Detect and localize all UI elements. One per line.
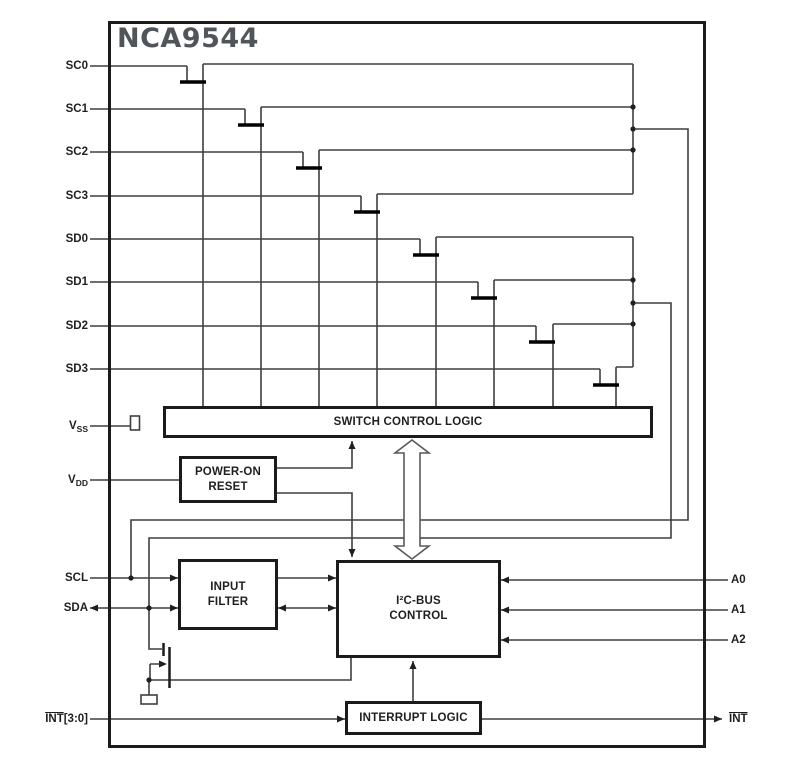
pin-label-sd0: SD0	[65, 233, 88, 245]
pin-label-vdd: $V_{DD}$	[68, 474, 88, 488]
pin-label-sd2: SD2	[65, 320, 88, 332]
pin-label-a2: A2	[731, 634, 746, 646]
i2c-bus-control-label-line1: I²C-BUS	[396, 595, 441, 608]
pin-label-sc2: SC2	[65, 146, 88, 158]
pin-label-a0: A0	[731, 574, 746, 586]
switch-control-logic-label: SWITCH CONTROL LOGIC	[333, 415, 483, 428]
block-i2c-bus-control	[336, 560, 501, 658]
pin-label-int30: $\overline{INT}[3:0]$	[45, 713, 88, 725]
block-power-on-reset	[179, 456, 277, 503]
pin-label-sc0: SC0	[65, 60, 88, 72]
block-interrupt-logic	[345, 701, 482, 735]
pin-label-sd1: SD1	[65, 276, 88, 288]
interrupt-logic-label: INTERRUPT LOGIC	[359, 711, 468, 724]
input-filter-label-line1: INPUT	[210, 580, 246, 593]
pin-label-scl: SCL	[65, 572, 88, 584]
pin-label-vss: $V_{SS}$	[68, 420, 88, 434]
i2c-bus-control-label-line2: CONTROL	[389, 610, 448, 622]
block-input-filter	[178, 559, 278, 630]
chip-title: NCA9544	[117, 23, 259, 54]
arrow-int-out	[714, 716, 722, 723]
pin-label-sd3: SD3	[65, 363, 88, 375]
power-on-reset-label-line1: POWER-ON	[194, 465, 262, 478]
block-switch-control-logic	[163, 406, 653, 438]
pin-label-sc1: SC1	[65, 103, 88, 115]
pin-label-sda: SDA	[63, 602, 88, 614]
arrow-sda-out	[90, 605, 98, 612]
pin-label-sc3: SC3	[65, 190, 88, 202]
pin-label-int: $\overline{INT}$	[729, 713, 748, 725]
pin-label-a1: A1	[731, 604, 746, 616]
input-filter-label-line2: FILTER	[207, 595, 249, 608]
power-on-reset-label-line2: RESET	[208, 480, 248, 493]
